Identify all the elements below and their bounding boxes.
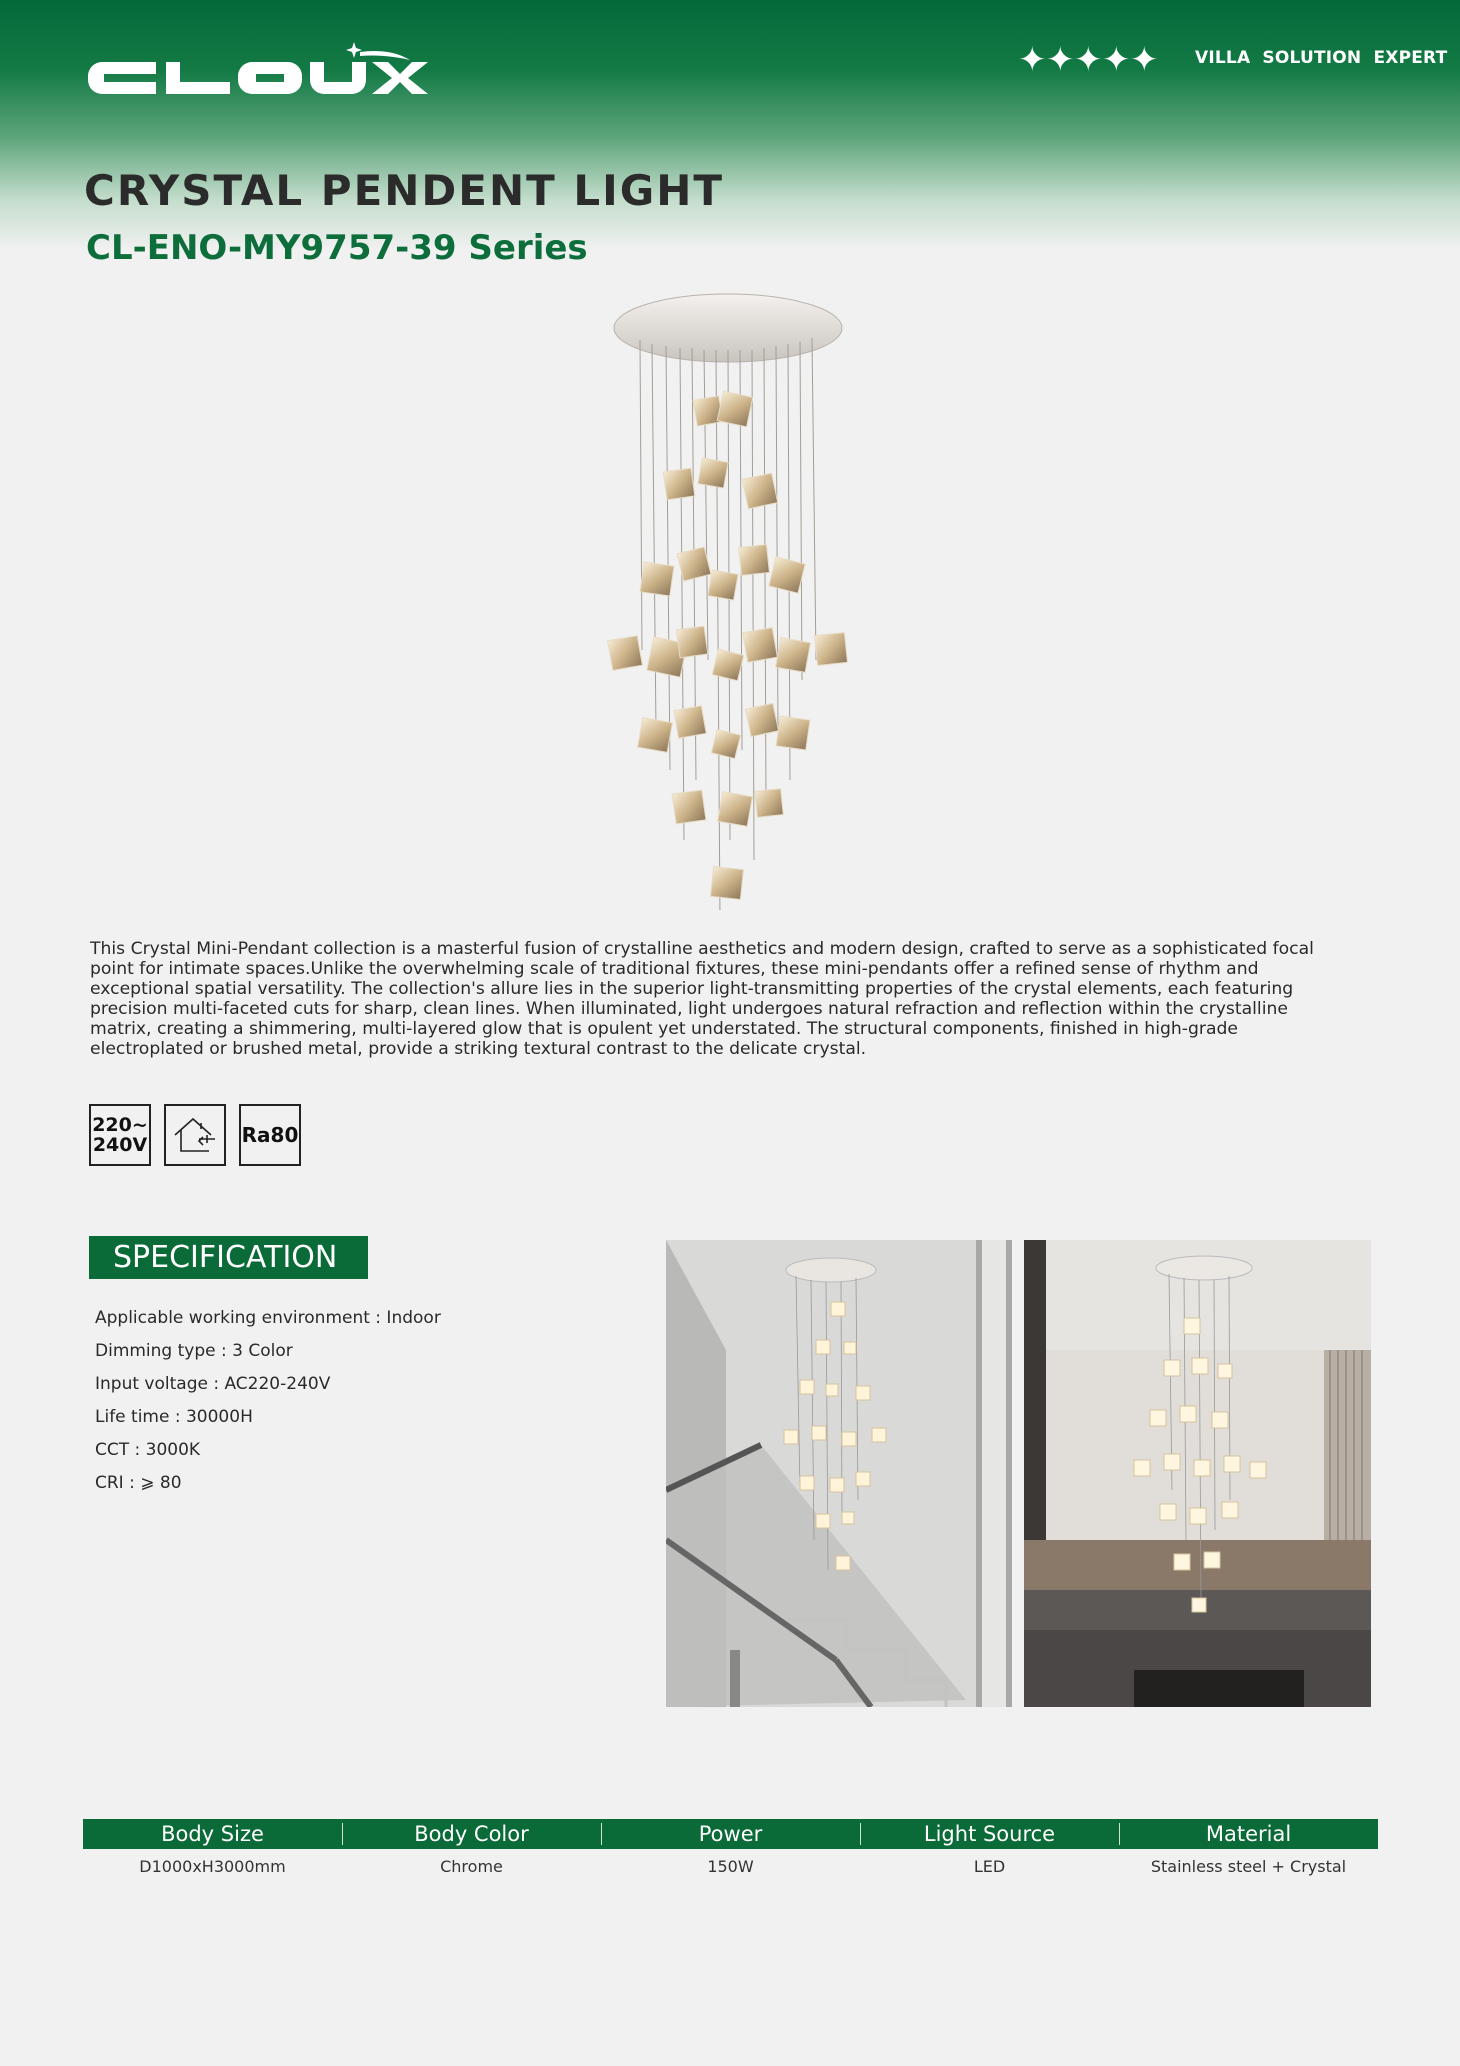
voltage-badge xyxy=(89,1104,151,1166)
product-series: CL-ENO-MY9757-39 Series xyxy=(86,228,588,268)
star-icon: ✦ xyxy=(1074,40,1103,80)
table-cell: Chrome xyxy=(440,1857,503,1876)
table-cell: LED xyxy=(973,1857,1006,1876)
rating-stars xyxy=(1018,40,1158,80)
table-row xyxy=(83,1849,1378,1885)
voltage-line-2: 240V xyxy=(92,1134,148,1156)
installation-photo-lobby xyxy=(1024,1240,1371,1707)
chandelier-product-image xyxy=(580,280,880,910)
product-attributes-table xyxy=(83,1819,1378,1885)
column-header: Material xyxy=(1119,1819,1378,1849)
voltage-line-1: 220~ xyxy=(92,1114,148,1136)
star-icon: ✦ xyxy=(1102,40,1131,80)
cri-badge: Ra80 xyxy=(239,1104,301,1166)
product-description: This Crystal Mini-Pendant collection is a masterful fusion of crystalline aesthetics and modern design, crafted to serve as a sophisticated focal point for intimate spaces.Unlike the overwhelming scale of traditional fixtures, these mini-pendants offer a refined sense of rhythm and exceptional spatial versatility. The collection's allure lies in the superior light-transmitting properties of the crystal elements, each featuring precision multi-faceted cuts for sharp, clean lines. When illuminated, light undergoes natural refraction and reflection within the crystalline matrix, creating a shimmering, multi-layered glow that is opulent yet understated. The structural components, finished in high-grade electroplated or brushed metal, provide a striking textural contrast to the delicate crystal. xyxy=(90,939,1314,1059)
spec-item: Applicable working environment : Indoor xyxy=(95,1308,441,1328)
column-header: Body Size xyxy=(161,1822,264,1846)
spec-item: Input voltage : AC220-240V xyxy=(95,1374,331,1394)
column-header: Power xyxy=(601,1819,860,1849)
spec-item: CCT : 3000K xyxy=(95,1440,201,1460)
spec-item: Life time : 30000H xyxy=(95,1407,253,1427)
star-icon: ✦ xyxy=(1018,40,1047,80)
table-cell: D1000xH3000mm xyxy=(139,1857,286,1876)
star-icon: ✦ xyxy=(1046,40,1075,80)
product-title: CRYSTAL PENDENT LIGHT xyxy=(84,166,725,215)
table-cell: Stainless steel + Crystal xyxy=(1150,1857,1347,1876)
house-indoor-icon-svg xyxy=(171,1113,219,1157)
specification-list xyxy=(95,1302,441,1500)
specification-heading: SPECIFICATION xyxy=(89,1236,368,1279)
column-header: Body Color xyxy=(342,1819,601,1849)
table-cell: 150W xyxy=(707,1857,754,1876)
brand-tagline: VILLA SOLUTION EXPERT xyxy=(1195,48,1448,68)
column-header: Light Source xyxy=(860,1819,1119,1849)
table-header-row xyxy=(83,1819,1378,1849)
house-indoor-icon xyxy=(164,1104,226,1166)
installation-photo-staircase xyxy=(666,1240,1012,1707)
spec-item: CRI : ⩾ 80 xyxy=(95,1473,182,1493)
spec-item: Dimming type : 3 Color xyxy=(95,1341,293,1361)
cloux-logo xyxy=(84,42,436,100)
star-icon: ✦ xyxy=(1130,40,1159,80)
